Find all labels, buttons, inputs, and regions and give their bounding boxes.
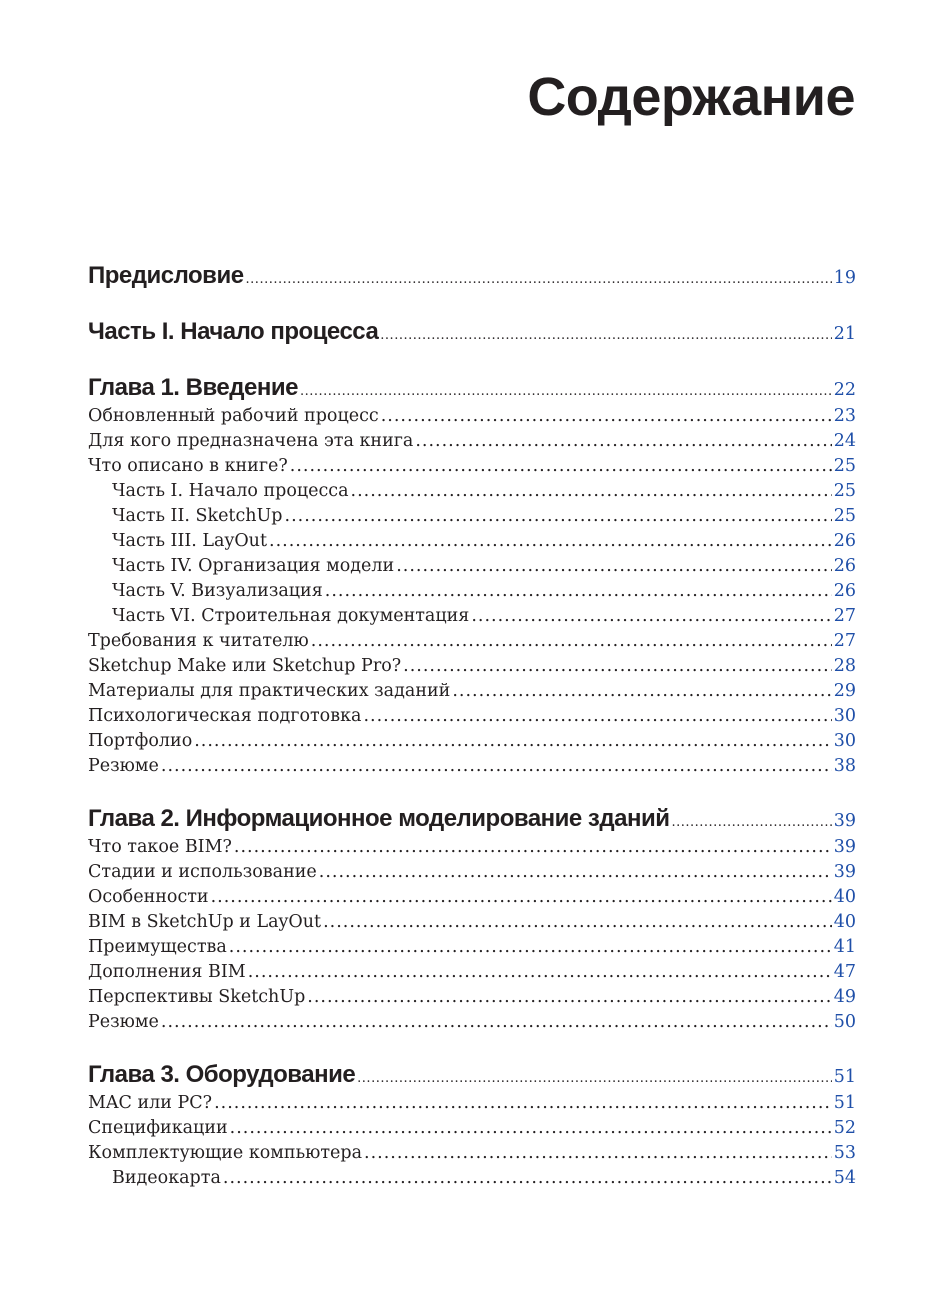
toc-entry-label: Часть II. SketchUp: [112, 506, 283, 526]
toc-entry[interactable]: [88, 837, 856, 862]
dot-leader: [323, 912, 832, 932]
toc-entry-label: Резюме: [88, 1012, 159, 1032]
page-title: Содержание: [527, 67, 855, 127]
dot-leader: [380, 328, 831, 343]
dot-leader: [471, 606, 831, 626]
dot-leader: [214, 1093, 832, 1113]
toc-entry-label: Дополнения BIM: [88, 962, 246, 982]
toc-entry-label: Часть I. Начало процесса: [112, 481, 349, 501]
toc-entry-label: Часть V. Визуализация: [112, 581, 323, 601]
toc-entry-label: Часть IV. Организация модели: [112, 556, 395, 576]
dot-leader: [161, 1012, 832, 1032]
toc-subentry[interactable]: [88, 606, 856, 631]
toc-subentry[interactable]: [88, 556, 856, 581]
toc-entry-label: Часть III. LayOut: [112, 531, 267, 551]
toc-entry[interactable]: [88, 962, 856, 987]
dot-leader: [223, 1168, 832, 1188]
table-of-contents: [88, 262, 856, 1193]
dot-leader: [290, 456, 832, 476]
toc-entry-label: Преимущества: [88, 937, 227, 957]
toc-entry[interactable]: [88, 756, 856, 781]
dot-leader: [211, 887, 832, 907]
toc-entry-page: 40: [833, 912, 856, 932]
toc-entry-label: Комплектующие компьютера: [88, 1143, 363, 1163]
dot-leader: [351, 481, 832, 501]
dot-leader: [285, 506, 832, 526]
toc-entry-label: Sketchup Make или Sketchup Pro?: [88, 656, 402, 676]
toc-entry-part-1[interactable]: [88, 318, 856, 350]
toc-entry-page: 27: [833, 606, 856, 626]
toc-entry[interactable]: [88, 431, 856, 456]
dot-leader: [229, 937, 832, 957]
dot-leader: [230, 1118, 832, 1138]
dot-leader: [248, 962, 832, 982]
toc-entry-label: BIM в SketchUp и LayOut: [88, 912, 322, 932]
toc-entry-page: 39: [833, 862, 856, 882]
toc-entry-label: Обновленный рабочий процесс: [88, 406, 379, 426]
toc-entry-label: Глава 1. Введение: [88, 374, 298, 401]
dot-leader: [269, 531, 832, 551]
dot-leader: [403, 656, 832, 676]
toc-entry-page: 26: [833, 556, 856, 576]
toc-entry-page: 25: [833, 506, 856, 526]
dot-leader: [319, 862, 832, 882]
toc-entry[interactable]: [88, 1012, 856, 1037]
toc-entry-label: Требования к читателю: [88, 631, 309, 651]
toc-subentry[interactable]: [88, 506, 856, 531]
toc-entry-page: 25: [833, 456, 856, 476]
toc-entry-label: Резюме: [88, 756, 159, 776]
dot-leader: [364, 1143, 832, 1163]
toc-entry-label: Спецификации: [88, 1118, 228, 1138]
toc-entry-label: Портфолио: [88, 731, 193, 751]
toc-entry[interactable]: [88, 456, 856, 481]
toc-entry-page: 29: [833, 681, 856, 701]
dot-leader: [415, 431, 831, 451]
toc-entry-page: 39: [833, 837, 856, 857]
toc-entry-label: Глава 2. Информационное моделирование зданий: [88, 805, 670, 832]
toc-entry-label: Часть VI. Строительная документация: [112, 606, 470, 626]
toc-entry-label: Для кого предназначена эта книга: [88, 431, 414, 451]
dot-leader: [363, 706, 831, 726]
toc-entry-page: 41: [833, 937, 856, 957]
toc-entry-page: 22: [833, 380, 856, 400]
toc-entry-page: 38: [833, 756, 856, 776]
toc-entry-page: 26: [833, 581, 856, 601]
toc-entry-page: 25: [833, 481, 856, 501]
toc-subentry[interactable]: [88, 531, 856, 556]
dot-leader: [357, 1071, 832, 1086]
toc-entry-page: 24: [833, 431, 856, 451]
dot-leader: [194, 731, 831, 751]
toc-entry-page: 27: [833, 631, 856, 651]
toc-subentry[interactable]: [88, 481, 856, 506]
toc-entry-label: Материалы для практических заданий: [88, 681, 451, 701]
toc-entry-page: 47: [833, 962, 856, 982]
toc-entry-page: 51: [833, 1093, 856, 1113]
toc-entry[interactable]: [88, 862, 856, 887]
dot-leader: [452, 681, 831, 701]
toc-entry-label: Предисловие: [88, 262, 244, 289]
dot-leader: [671, 815, 831, 830]
toc-entry[interactable]: [88, 1143, 856, 1168]
toc-entry-page: 30: [833, 731, 856, 751]
toc-entry-label: MAC или PC?: [88, 1093, 213, 1113]
toc-entry-label: Глава 3. Оборудование: [88, 1061, 356, 1088]
toc-entry-page: 51: [833, 1067, 856, 1087]
dot-leader: [311, 631, 832, 651]
toc-entry[interactable]: [88, 1093, 856, 1118]
toc-entry-page: 28: [833, 656, 856, 676]
dot-leader: [396, 556, 832, 576]
toc-entry[interactable]: [88, 887, 856, 912]
toc-entry-page: 39: [833, 811, 856, 831]
toc-entry-chapter-3[interactable]: [88, 1061, 856, 1093]
toc-entry-label: Стадии и использование: [88, 862, 317, 882]
dot-leader: [161, 756, 832, 776]
dot-leader: [381, 406, 832, 426]
toc-entry-label: Часть I. Начало процесса: [88, 318, 379, 345]
toc-entry-page: 49: [833, 987, 856, 1007]
toc-entry[interactable]: [88, 656, 856, 681]
toc-entry[interactable]: [88, 681, 856, 706]
toc-entry-page: 21: [833, 324, 856, 344]
toc-entry[interactable]: [88, 937, 856, 962]
toc-entry-page: 54: [833, 1168, 856, 1188]
toc-entry[interactable]: [88, 731, 856, 756]
toc-entry-page: 50: [833, 1012, 856, 1032]
toc-entry-page: 19: [833, 268, 856, 288]
dot-leader: [307, 987, 831, 1007]
dot-leader: [246, 272, 832, 287]
toc-entry[interactable]: [88, 706, 856, 731]
toc-entry-chapter-2[interactable]: [88, 805, 856, 837]
toc-entry[interactable]: [88, 1118, 856, 1143]
toc-entry-preface[interactable]: [88, 262, 856, 294]
toc-entry-label: Что такое BIM?: [88, 837, 232, 857]
toc-entry-label: Психологическая подготовка: [88, 706, 362, 726]
toc-entry-page: 23: [833, 406, 856, 426]
toc-entry-label: Перспективы SketchUp: [88, 987, 306, 1007]
toc-entry-page: 52: [833, 1118, 856, 1138]
toc-entry-chapter-1[interactable]: [88, 374, 856, 406]
toc-subentry[interactable]: [88, 1168, 856, 1193]
toc-entry[interactable]: [88, 631, 856, 656]
toc-entry-label: Особенности: [88, 887, 209, 907]
toc-entry-page: 53: [833, 1143, 856, 1163]
toc-entry-label: Видеокарта: [112, 1168, 221, 1188]
toc-entry-page: 30: [833, 706, 856, 726]
toc-entry-page: 40: [833, 887, 856, 907]
toc-entry-page: 26: [833, 531, 856, 551]
toc-entry-label: Что описано в книге?: [88, 456, 288, 476]
toc-entry[interactable]: [88, 406, 856, 431]
toc-entry[interactable]: [88, 987, 856, 1012]
dot-leader: [325, 581, 832, 601]
toc-subentry[interactable]: [88, 581, 856, 606]
toc-entry[interactable]: [88, 912, 856, 937]
dot-leader: [234, 837, 832, 857]
dot-leader: [300, 384, 832, 399]
